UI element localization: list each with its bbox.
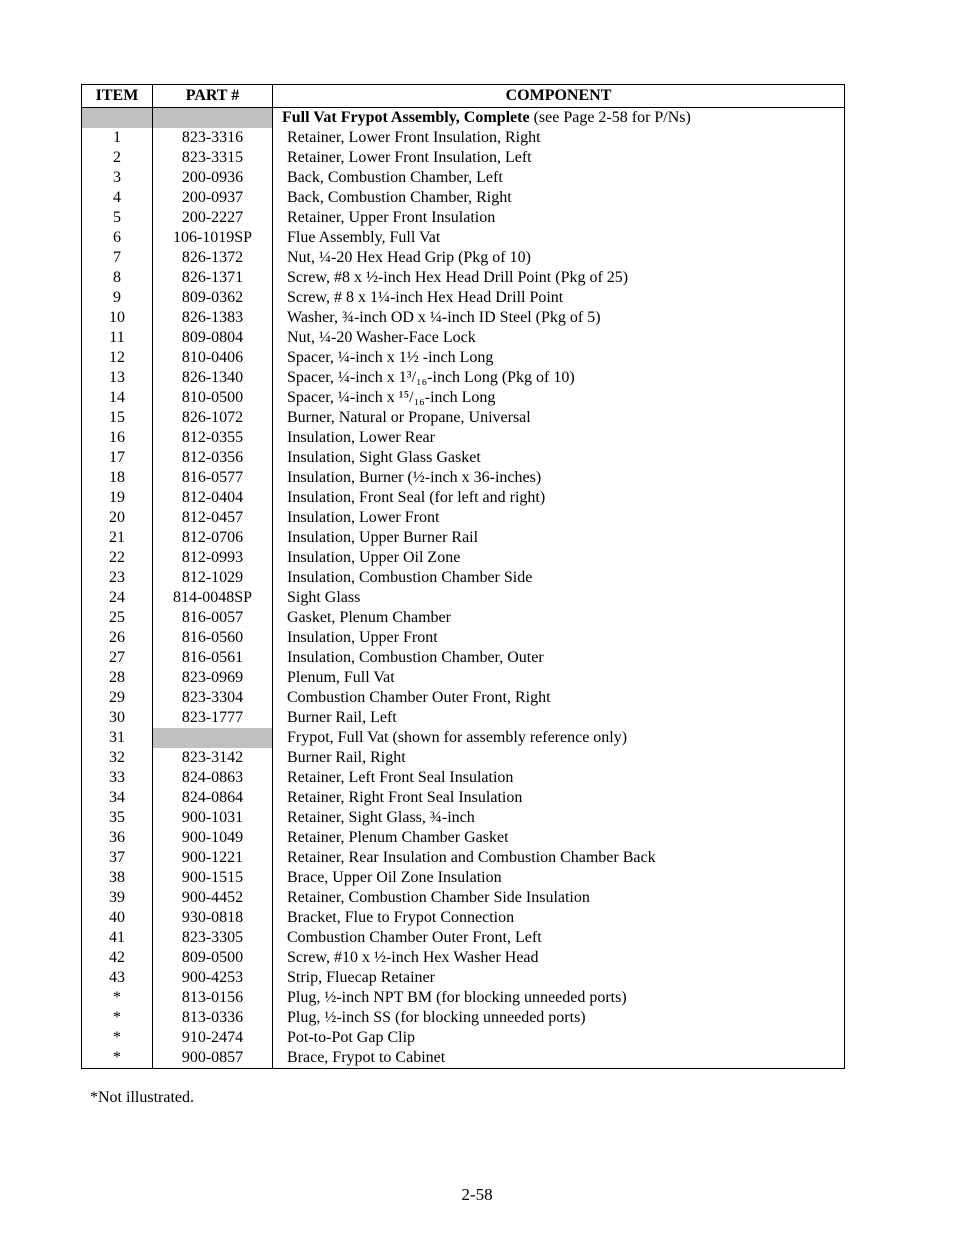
part-number-cell: 812-0355 — [153, 428, 273, 448]
item-cell: 4 — [82, 188, 153, 208]
item-cell: 29 — [82, 688, 153, 708]
part-number-cell: 910-2474 — [153, 1028, 273, 1048]
part-number-cell: 812-0457 — [153, 508, 273, 528]
table-row — [82, 208, 845, 228]
item-cell: 1 — [82, 128, 153, 148]
part-number-cell: 812-0404 — [153, 488, 273, 508]
table-row — [82, 528, 845, 548]
part-number-cell: 814-0048SP — [153, 588, 273, 608]
parts-table — [81, 84, 845, 1069]
item-cell: 28 — [82, 668, 153, 688]
item-cell: 30 — [82, 708, 153, 728]
component-cell: Retainer, Combustion Chamber Side Insulation — [273, 888, 845, 908]
part-number-cell: 816-0577 — [153, 468, 273, 488]
item-cell: 25 — [82, 608, 153, 628]
table-row — [82, 448, 845, 468]
table-row — [82, 408, 845, 428]
table-row — [82, 168, 845, 188]
table-row — [82, 728, 845, 748]
component-cell: Insulation, Sight Glass Gasket — [273, 448, 845, 468]
part-number-cell: 824-0864 — [153, 788, 273, 808]
table-row — [82, 708, 845, 728]
table-row — [82, 508, 845, 528]
item-cell: 11 — [82, 328, 153, 348]
item-cell: 34 — [82, 788, 153, 808]
table-row — [82, 988, 845, 1008]
part-number-cell: 816-0057 — [153, 608, 273, 628]
part-number-cell: 823-0969 — [153, 668, 273, 688]
component-cell: Screw, #8 x ½-inch Hex Head Drill Point (Pkg of 25) — [273, 268, 845, 288]
component-cell: Screw, #10 x ½-inch Hex Washer Head — [273, 948, 845, 968]
component-cell: Burner, Natural or Propane, Universal — [273, 408, 845, 428]
item-cell: * — [82, 1008, 153, 1028]
part-number-cell: 823-3315 — [153, 148, 273, 168]
component-cell: Retainer, Left Front Seal Insulation — [273, 768, 845, 788]
part-number-cell: 930-0818 — [153, 908, 273, 928]
item-cell: 7 — [82, 248, 153, 268]
component-cell: Insulation, Combustion Chamber Side — [273, 568, 845, 588]
component-cell: Nut, ¼-20 Hex Head Grip (Pkg of 10) — [273, 248, 845, 268]
item-cell: 2 — [82, 148, 153, 168]
item-cell: 13 — [82, 368, 153, 388]
table-row — [82, 808, 845, 828]
component-cell: Combustion Chamber Outer Front, Left — [273, 928, 845, 948]
component-cell: Nut, ¼-20 Washer-Face Lock — [273, 328, 845, 348]
table-row — [82, 1028, 845, 1048]
item-cell: 5 — [82, 208, 153, 228]
item-cell: 15 — [82, 408, 153, 428]
table-row — [82, 628, 845, 648]
part-number-cell: 809-0362 — [153, 288, 273, 308]
item-cell: 31 — [82, 728, 153, 748]
table-row — [82, 828, 845, 848]
part-number-cell: 826-1372 — [153, 248, 273, 268]
item-cell: 23 — [82, 568, 153, 588]
part-number-cell: 823-1777 — [153, 708, 273, 728]
item-cell: 36 — [82, 828, 153, 848]
item-cell: 33 — [82, 768, 153, 788]
item-cell: 41 — [82, 928, 153, 948]
part-number-cell: 809-0500 — [153, 948, 273, 968]
part-number-cell: 900-4452 — [153, 888, 273, 908]
component-cell: Screw, # 8 x 1¼-inch Hex Head Drill Point — [273, 288, 845, 308]
part-number-cell: 810-0500 — [153, 388, 273, 408]
item-cell: 16 — [82, 428, 153, 448]
component-cell: Flue Assembly, Full Vat — [273, 228, 845, 248]
item-cell: 21 — [82, 528, 153, 548]
component-cell: Insulation, Upper Front — [273, 628, 845, 648]
component-cell: Retainer, Upper Front Insulation — [273, 208, 845, 228]
table-row — [82, 428, 845, 448]
component-cell: Insulation, Front Seal (for left and right) — [273, 488, 845, 508]
component-cell: Retainer, Rear Insulation and Combustion Chamber Back — [273, 848, 845, 868]
component-cell: Burner Rail, Left — [273, 708, 845, 728]
assembly-item-cell — [82, 108, 153, 129]
component-cell: Retainer, Lower Front Insulation, Right — [273, 128, 845, 148]
part-number-cell: 900-1515 — [153, 868, 273, 888]
item-cell: 39 — [82, 888, 153, 908]
component-cell: Plenum, Full Vat — [273, 668, 845, 688]
item-cell: * — [82, 1028, 153, 1048]
table-row — [82, 148, 845, 168]
item-cell: * — [82, 1048, 153, 1069]
table-header-row — [82, 85, 845, 108]
part-number-cell: 812-0356 — [153, 448, 273, 468]
table-row — [82, 888, 845, 908]
part-number-cell: 200-0937 — [153, 188, 273, 208]
part-number-cell: 816-0560 — [153, 628, 273, 648]
table-row — [82, 128, 845, 148]
part-number-cell: 200-0936 — [153, 168, 273, 188]
table-row — [82, 468, 845, 488]
part-number-cell: 812-0706 — [153, 528, 273, 548]
item-cell: 26 — [82, 628, 153, 648]
component-cell: Plug, ½-inch SS (for blocking unneeded ports) — [273, 1008, 845, 1028]
footnote: *Not illustrated. — [90, 1089, 194, 1106]
assembly-component-cell — [273, 108, 845, 129]
table-row — [82, 548, 845, 568]
item-cell: 17 — [82, 448, 153, 468]
part-number-cell: 900-0857 — [153, 1048, 273, 1069]
header-part: PART # — [153, 85, 273, 108]
part-number-cell: 823-3304 — [153, 688, 273, 708]
part-number-cell: 809-0804 — [153, 328, 273, 348]
table-row — [82, 968, 845, 988]
item-cell: 18 — [82, 468, 153, 488]
component-cell: Pot-to-Pot Gap Clip — [273, 1028, 845, 1048]
component-cell: Washer, ¾-inch OD x ¼-inch ID Steel (Pkg of 5) — [273, 308, 845, 328]
component-cell: Combustion Chamber Outer Front, Right — [273, 688, 845, 708]
table-row — [82, 588, 845, 608]
item-cell: 14 — [82, 388, 153, 408]
part-number-cell: 812-1029 — [153, 568, 273, 588]
component-cell: Retainer, Sight Glass, ¾-inch — [273, 808, 845, 828]
component-cell: Strip, Fluecap Retainer — [273, 968, 845, 988]
part-number-cell: 826-1340 — [153, 368, 273, 388]
item-cell: 32 — [82, 748, 153, 768]
part-number-cell: 823-3305 — [153, 928, 273, 948]
table-row — [82, 488, 845, 508]
table-row — [82, 648, 845, 668]
component-cell: Retainer, Lower Front Insulation, Left — [273, 148, 845, 168]
component-cell: Spacer, ¼-inch x ¹⁵/₁₆-inch Long — [273, 388, 845, 408]
component-cell: Bracket, Flue to Frypot Connection — [273, 908, 845, 928]
item-cell: 22 — [82, 548, 153, 568]
table-row — [82, 348, 845, 368]
assembly-part-cell — [153, 108, 273, 129]
part-number-cell: 900-1221 — [153, 848, 273, 868]
table-row — [82, 308, 845, 328]
component-cell: Sight Glass — [273, 588, 845, 608]
table-row — [82, 368, 845, 388]
table-row — [82, 568, 845, 588]
part-number-cell: 816-0561 — [153, 648, 273, 668]
part-number-cell: 824-0863 — [153, 768, 273, 788]
component-cell: Spacer, ¼-inch x 1³/₁₆-inch Long (Pkg of 10) — [273, 368, 845, 388]
part-number-cell: 823-3316 — [153, 128, 273, 148]
assembly-row — [82, 108, 845, 129]
table-row — [82, 848, 845, 868]
table-row — [82, 748, 845, 768]
part-number-cell: 900-1031 — [153, 808, 273, 828]
page-number: 2-58 — [461, 1185, 493, 1204]
table-row — [82, 668, 845, 688]
table-row — [82, 388, 845, 408]
component-cell: Frypot, Full Vat (shown for assembly reference only) — [273, 728, 845, 748]
assembly-title: Full Vat Frypot Assembly, Complete — [282, 109, 530, 126]
table-row — [82, 268, 845, 288]
table-row — [82, 328, 845, 348]
table-row — [82, 248, 845, 268]
table-row — [82, 188, 845, 208]
item-cell: * — [82, 988, 153, 1008]
part-number-cell: 200-2227 — [153, 208, 273, 228]
item-cell: 43 — [82, 968, 153, 988]
item-cell: 37 — [82, 848, 153, 868]
component-cell: Insulation, Lower Rear — [273, 428, 845, 448]
item-cell: 6 — [82, 228, 153, 248]
item-cell: 40 — [82, 908, 153, 928]
assembly-note: (see Page 2-58 for P/Ns) — [529, 109, 691, 126]
item-cell: 35 — [82, 808, 153, 828]
item-cell: 27 — [82, 648, 153, 668]
table-row — [82, 228, 845, 248]
item-cell: 12 — [82, 348, 153, 368]
component-cell: Burner Rail, Right — [273, 748, 845, 768]
component-cell: Insulation, Burner (½-inch x 36-inches) — [273, 468, 845, 488]
component-cell: Insulation, Combustion Chamber, Outer — [273, 648, 845, 668]
table-row — [82, 928, 845, 948]
part-number-cell: 810-0406 — [153, 348, 273, 368]
part-number-cell — [153, 728, 273, 748]
component-cell: Insulation, Lower Front — [273, 508, 845, 528]
item-cell: 3 — [82, 168, 153, 188]
component-cell: Gasket, Plenum Chamber — [273, 608, 845, 628]
component-cell: Back, Combustion Chamber, Right — [273, 188, 845, 208]
component-cell: Retainer, Plenum Chamber Gasket — [273, 828, 845, 848]
table-row — [82, 948, 845, 968]
component-cell: Brace, Upper Oil Zone Insulation — [273, 868, 845, 888]
part-number-cell: 826-1371 — [153, 268, 273, 288]
part-number-cell: 900-4253 — [153, 968, 273, 988]
part-number-cell: 826-1383 — [153, 308, 273, 328]
part-number-cell: 823-3142 — [153, 748, 273, 768]
header-component: COMPONENT — [273, 85, 845, 108]
item-cell: 24 — [82, 588, 153, 608]
header-item: ITEM — [82, 85, 153, 108]
table-row — [82, 688, 845, 708]
part-number-cell: 900-1049 — [153, 828, 273, 848]
item-cell: 38 — [82, 868, 153, 888]
part-number-cell: 812-0993 — [153, 548, 273, 568]
item-cell: 9 — [82, 288, 153, 308]
table-row — [82, 908, 845, 928]
table-row — [82, 1008, 845, 1028]
component-cell: Brace, Frypot to Cabinet — [273, 1048, 845, 1069]
part-number-cell: 813-0156 — [153, 988, 273, 1008]
table-row — [82, 1048, 845, 1069]
component-cell: Insulation, Upper Burner Rail — [273, 528, 845, 548]
component-cell: Retainer, Right Front Seal Insulation — [273, 788, 845, 808]
item-cell: 10 — [82, 308, 153, 328]
item-cell: 20 — [82, 508, 153, 528]
component-cell: Spacer, ¼-inch x 1½ -inch Long — [273, 348, 845, 368]
part-number-cell: 826-1072 — [153, 408, 273, 428]
item-cell: 42 — [82, 948, 153, 968]
table-row — [82, 608, 845, 628]
item-cell: 8 — [82, 268, 153, 288]
part-number-cell: 106-1019SP — [153, 228, 273, 248]
table-row — [82, 868, 845, 888]
table-row — [82, 768, 845, 788]
table-row — [82, 788, 845, 808]
component-cell: Plug, ½-inch NPT BM (for blocking unneeded ports) — [273, 988, 845, 1008]
part-number-cell: 813-0336 — [153, 1008, 273, 1028]
component-cell: Back, Combustion Chamber, Left — [273, 168, 845, 188]
table-row — [82, 288, 845, 308]
component-cell: Insulation, Upper Oil Zone — [273, 548, 845, 568]
item-cell: 19 — [82, 488, 153, 508]
